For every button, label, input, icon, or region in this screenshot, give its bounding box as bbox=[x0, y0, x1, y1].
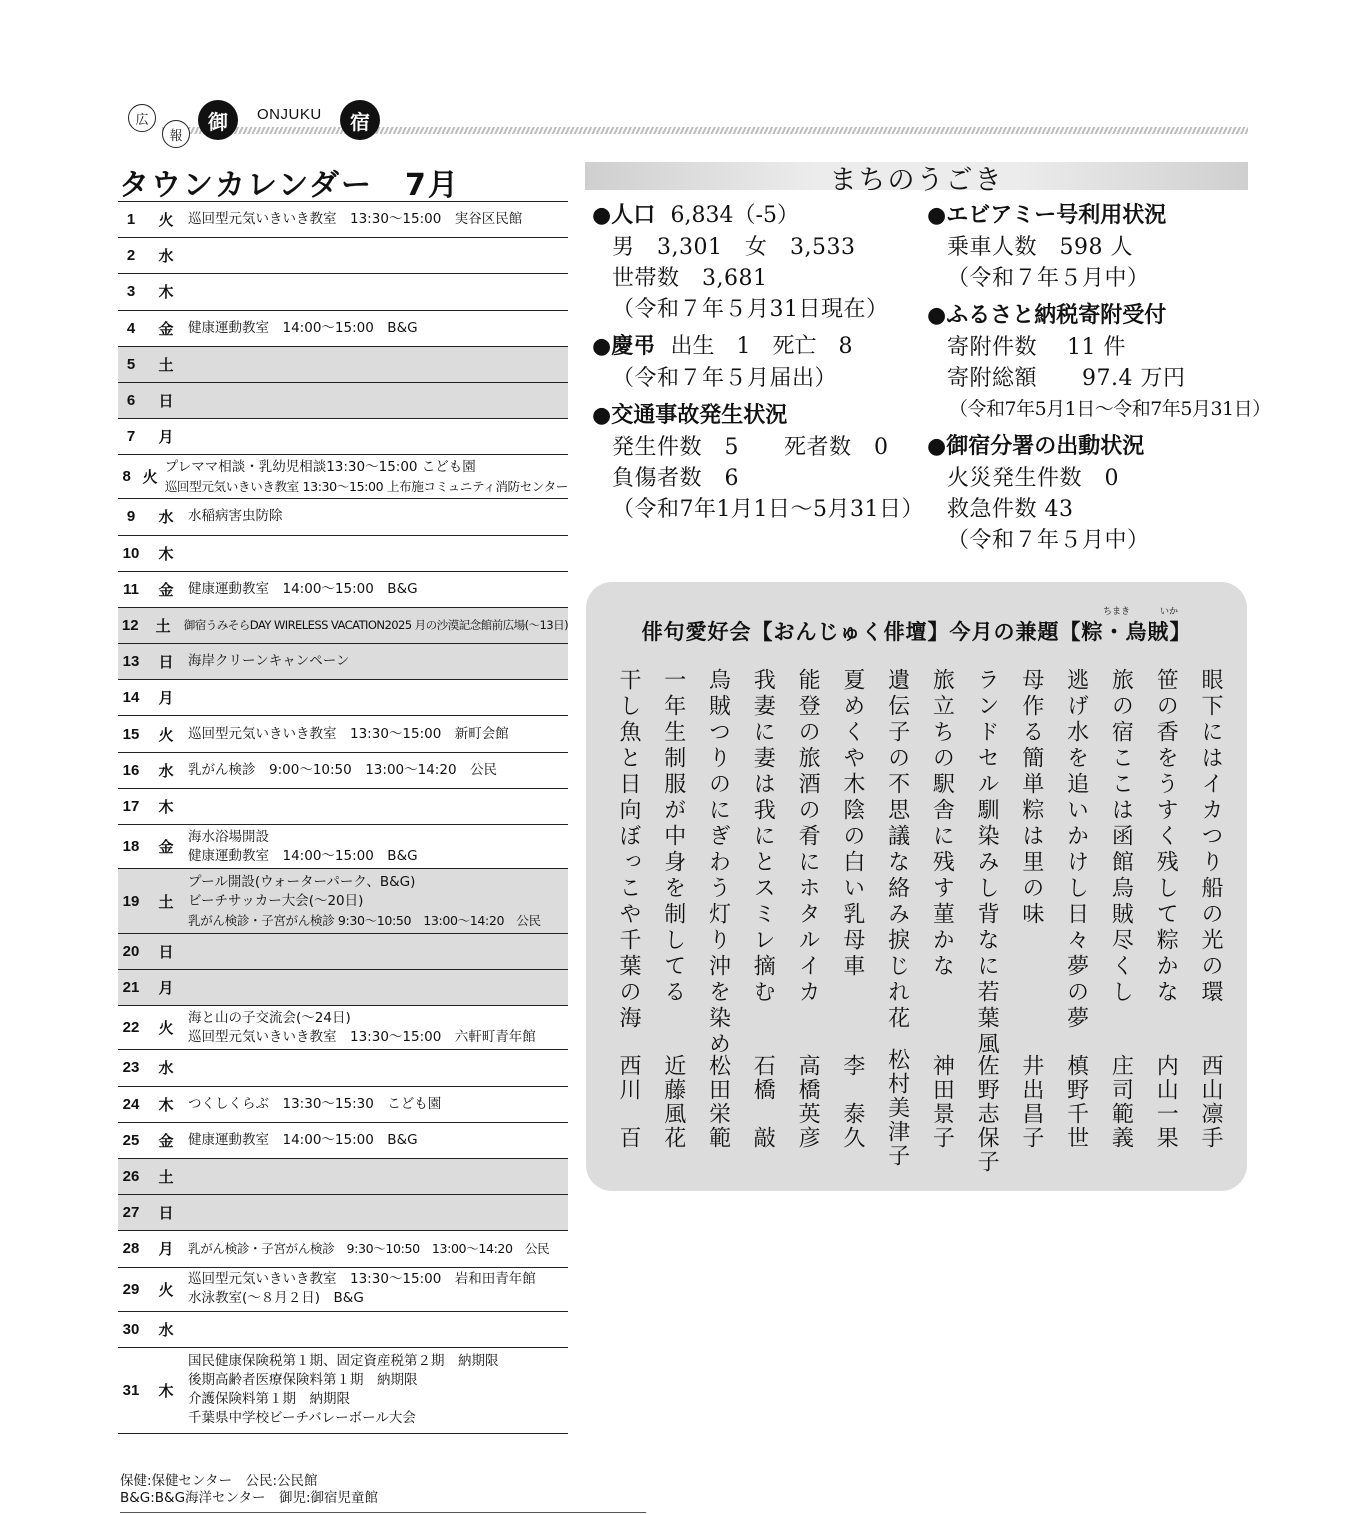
calendar-events bbox=[188, 1328, 568, 1330]
calendar-weekday: 土 bbox=[158, 892, 174, 911]
ruby-chimaki: ちまき bbox=[1103, 607, 1131, 617]
calendar-event: 健康運動教室 14:00～15:00 B&G bbox=[188, 580, 418, 597]
masthead bbox=[122, 96, 1248, 146]
calendar-events bbox=[188, 506, 568, 527]
haiku-column bbox=[742, 668, 782, 1168]
calendar-weekday: 木 bbox=[158, 797, 174, 816]
calendar-event: 乳がん検診 9:00～10:50 13:00～14:20 公民 bbox=[188, 761, 498, 778]
calendar-date: 12 bbox=[121, 616, 139, 634]
calendar-row bbox=[118, 825, 568, 869]
haiku-author: 近藤風花 bbox=[660, 1054, 686, 1150]
calendar-event: 後期高齢者医療保険料第１期 納期限 bbox=[188, 1372, 418, 1389]
calendar-date: 10 bbox=[122, 544, 140, 562]
town-stats-right bbox=[927, 200, 1271, 562]
calendar-date: 11 bbox=[123, 580, 139, 598]
calendar-date: 26 bbox=[122, 1168, 140, 1186]
haiku-poem: 旅立ちの駅舎に残す菫かな bbox=[929, 668, 955, 980]
calendar-events bbox=[188, 1008, 568, 1048]
calendar-date: 20 bbox=[122, 943, 140, 961]
calendar-events bbox=[188, 291, 568, 293]
haiku-column bbox=[832, 668, 872, 1168]
bus-line: 乗車人数 598 人 bbox=[947, 235, 1133, 260]
haiku-author: 高橋英彦 bbox=[795, 1054, 821, 1150]
calendar-events bbox=[188, 318, 568, 339]
keicho-line: （令和７年５月届出） bbox=[612, 366, 838, 391]
calendar-event: 巡回型元気いきいき教室 13:30～15:00 実谷区民館 bbox=[188, 211, 523, 228]
population-value: 6,834（-5） bbox=[670, 203, 799, 228]
haiku-author: 西山凛手 bbox=[1197, 1054, 1223, 1150]
fire-heading: ●御宿分署の出動状況 bbox=[927, 434, 1145, 459]
calendar-date: 9 bbox=[126, 508, 136, 526]
calendar-row bbox=[118, 311, 568, 347]
traffic-line: 発生件数 5 死者数 0 bbox=[612, 435, 889, 460]
furusato-line: 寄附総額 97.4 万円 bbox=[947, 366, 1186, 391]
calendar-row bbox=[118, 419, 568, 455]
calendar-weekday: 木 bbox=[158, 544, 174, 563]
calendar-events bbox=[188, 1238, 568, 1259]
calendar-weekday: 日 bbox=[158, 943, 174, 962]
calendar-row bbox=[118, 499, 568, 535]
haiku-author: 松田栄範 bbox=[705, 1054, 731, 1150]
haiku-column bbox=[877, 668, 917, 1168]
calendar-events bbox=[188, 1176, 568, 1178]
masthead-rule bbox=[162, 127, 1248, 134]
calendar-title: タウンカレンダー 7月 bbox=[119, 168, 460, 203]
haiku-column bbox=[1011, 668, 1051, 1168]
furusato-line: （令和7年5月1日～令和7年5月31日） bbox=[949, 398, 1271, 420]
calendar-row bbox=[118, 608, 568, 644]
calendar-weekday: 火 bbox=[158, 1280, 174, 1299]
calendar-events bbox=[188, 1130, 568, 1151]
calendar-date: 22 bbox=[122, 1019, 140, 1037]
calendar-events bbox=[188, 400, 568, 402]
calendar-event: 健康運動教室 14:00～15:00 B&G bbox=[188, 319, 418, 336]
calendar-row bbox=[118, 572, 568, 608]
calendar-date: 6 bbox=[126, 392, 136, 410]
calendar-weekday: 火 bbox=[142, 468, 158, 487]
calendar-event: 海岸クリーンキャンペーン bbox=[188, 653, 350, 670]
haiku-poem: 夏めくや木陰の白い乳母車 bbox=[839, 668, 865, 980]
ruby-ika: いか bbox=[1160, 607, 1179, 617]
calendar-row bbox=[118, 1231, 568, 1267]
calendar-date: 2 bbox=[126, 247, 136, 265]
haiku-poem: 笹の香をうすく残して粽かな bbox=[1153, 668, 1179, 1006]
bus-line: （令和７年５月中） bbox=[947, 266, 1150, 291]
calendar-weekday: 日 bbox=[158, 1204, 174, 1223]
calendar-row bbox=[118, 1195, 568, 1231]
masthead-juku-circle: 宿 bbox=[340, 100, 380, 140]
calendar-date: 15 bbox=[122, 725, 140, 743]
haiku-author: 井出昌子 bbox=[1018, 1054, 1044, 1150]
calendar-row bbox=[118, 1348, 568, 1434]
calendar-weekday: 水 bbox=[158, 1059, 174, 1078]
haiku-column bbox=[787, 668, 827, 1168]
keicho-value: 出生 1 死亡 8 bbox=[670, 334, 853, 359]
calendar-events bbox=[188, 552, 568, 554]
calendar-date: 31 bbox=[122, 1381, 140, 1399]
population-line: （令和７年５月31日現在） bbox=[612, 297, 889, 322]
calendar-events bbox=[188, 1212, 568, 1214]
calendar-event: 乳がん検診・子宮がん検診 9:30～10:50 13:00～14:20 公民 bbox=[188, 1241, 550, 1257]
calendar-weekday: 日 bbox=[158, 392, 174, 411]
calendar-event: 巡回型元気いきいき教室 13:30～15:00 岩和田青年館 bbox=[188, 1271, 536, 1287]
haiku-author: 石橋 敲 bbox=[750, 1054, 776, 1150]
fire-line: 救急件数 43 bbox=[947, 497, 1074, 522]
calendar-date: 19 bbox=[122, 892, 140, 910]
calendar-date: 27 bbox=[122, 1204, 140, 1222]
calendar-weekday: 日 bbox=[158, 653, 174, 672]
furusato-line: 寄附件数 11 件 bbox=[947, 335, 1126, 360]
haiku-poem: ランドセル馴染みし背なに若葉風 bbox=[974, 668, 1000, 1058]
calendar-legend bbox=[120, 1473, 378, 1507]
calendar-event: 水泳教室(～８月２日) B&G bbox=[188, 1290, 364, 1306]
calendar-events bbox=[188, 827, 568, 867]
calendar-date: 18 bbox=[122, 838, 140, 855]
traffic-line: 負傷者数 6 bbox=[612, 466, 739, 491]
haiku-author: 内山一果 bbox=[1153, 1054, 1179, 1150]
calendar-events bbox=[188, 209, 568, 230]
furusato-block bbox=[927, 300, 1271, 425]
haiku-author: 李 泰久 bbox=[839, 1054, 865, 1150]
calendar-row bbox=[118, 869, 568, 934]
calendar-weekday: 土 bbox=[155, 616, 171, 635]
calendar-date: 4 bbox=[126, 319, 136, 337]
fire-block bbox=[927, 431, 1271, 556]
calendar-row bbox=[118, 1268, 568, 1312]
calendar-date: 5 bbox=[126, 355, 136, 373]
calendar-events bbox=[188, 1269, 568, 1309]
legend-line: 保健:保健センター 公民:公民館 bbox=[120, 1473, 318, 1489]
calendar-event: 巡回型元気いきいき教室 13:30～15:00 上布施コミュニティ消防センター bbox=[164, 478, 568, 494]
haiku-author: 庄司範義 bbox=[1108, 1054, 1134, 1150]
calendar-weekday: 水 bbox=[158, 508, 174, 527]
legend-rule bbox=[120, 1512, 646, 1513]
calendar-event: 千葉県中学校ビーチバレーボール大会 bbox=[188, 1410, 416, 1427]
calendar-events bbox=[188, 697, 568, 699]
calendar-date: 3 bbox=[126, 283, 136, 301]
haiku-column bbox=[921, 668, 961, 1168]
calendar-event: 水稲病害虫防除 bbox=[188, 508, 283, 525]
calendar-date: 23 bbox=[122, 1059, 140, 1077]
calendar-weekday: 火 bbox=[158, 211, 174, 230]
haiku-poem: 烏賊つりのにぎわう灯り沖を染め bbox=[705, 668, 731, 1058]
haiku-grid bbox=[608, 668, 1230, 1174]
calendar-events bbox=[188, 987, 568, 989]
calendar-weekday: 金 bbox=[158, 319, 174, 338]
calendar-row bbox=[118, 1159, 568, 1195]
calendar-date: 29 bbox=[122, 1280, 140, 1298]
haiku-column bbox=[608, 668, 648, 1168]
calendar-row bbox=[118, 536, 568, 572]
calendar-event: つくしくらぶ 13:30～15:30 こども園 bbox=[188, 1095, 442, 1112]
haiku-poem: 干し魚と日向ぼっこや千葉の海 bbox=[616, 668, 641, 1032]
haiku-column bbox=[1056, 668, 1096, 1168]
calendar-date: 25 bbox=[122, 1131, 140, 1149]
calendar-events bbox=[188, 872, 568, 931]
calendar-events bbox=[188, 951, 568, 953]
calendar-events bbox=[184, 615, 568, 636]
calendar-row bbox=[118, 455, 568, 499]
calendar-weekday: 火 bbox=[158, 1019, 174, 1038]
haiku-column bbox=[1145, 668, 1185, 1168]
keicho-block bbox=[592, 331, 924, 394]
calendar-events bbox=[188, 1067, 568, 1069]
calendar-event: 海と山の子交流会(～24日) bbox=[188, 1009, 351, 1026]
calendar-events bbox=[188, 805, 568, 807]
calendar-event: プレママ相談・乳幼児相談13:30～15:00 こども園 bbox=[164, 458, 476, 475]
calendar-row bbox=[118, 1050, 568, 1086]
haiku-column bbox=[698, 668, 738, 1168]
calendar-weekday: 月 bbox=[158, 979, 174, 998]
calendar-weekday: 金 bbox=[158, 838, 174, 856]
calendar-event: 御宿うみそらDAY WIRELESS VACATION2025 月の沙漠記念館前広場(～13日) bbox=[183, 617, 568, 632]
calendar-weekday: 木 bbox=[158, 1095, 174, 1114]
legend-line: B&G:B&G海洋センター 御児:御宿児童館 bbox=[120, 1490, 379, 1506]
calendar-row bbox=[118, 716, 568, 752]
furusato-heading: ●ふるさと納税寄附受付 bbox=[927, 303, 1167, 328]
haiku-poem: 逃げ水を追いかけし日々夢の夢 bbox=[1063, 668, 1089, 1032]
calendar-event: 国民健康保険税第１期、固定資産税第２期 納期限 bbox=[188, 1353, 499, 1370]
calendar-row bbox=[118, 644, 568, 680]
calendar-event: 介護保険料第１期 納期限 bbox=[188, 1391, 350, 1408]
calendar-row bbox=[118, 274, 568, 310]
calendar-events bbox=[188, 760, 568, 781]
calendar-row bbox=[118, 934, 568, 970]
calendar-events bbox=[188, 436, 568, 438]
masthead-kou-circle: 広 bbox=[128, 104, 156, 132]
calendar-row bbox=[118, 1312, 568, 1348]
masthead-romaji: ONJUKU bbox=[254, 106, 325, 123]
calendar-row bbox=[118, 1087, 568, 1123]
traffic-heading: ●交通事故発生状況 bbox=[592, 403, 788, 428]
calendar-weekday: 月 bbox=[158, 1240, 174, 1259]
haiku-author: 槙野千世 bbox=[1063, 1054, 1089, 1150]
calendar-date: 16 bbox=[122, 761, 140, 779]
calendar-weekday: 金 bbox=[158, 580, 174, 599]
haiku-poem: 母作る簡単粽は里の味 bbox=[1018, 668, 1044, 928]
calendar-weekday: 土 bbox=[158, 1168, 174, 1187]
haiku-author: 松村美津子 bbox=[884, 1048, 910, 1168]
calendar-weekday: 木 bbox=[158, 283, 174, 302]
haiku-author: 神田景子 bbox=[929, 1054, 955, 1150]
fire-line: （令和７年５月中） bbox=[947, 528, 1150, 553]
population-line: 世帯数 3,681 bbox=[612, 266, 768, 291]
calendar-events bbox=[188, 579, 568, 600]
calendar-date: 24 bbox=[122, 1095, 140, 1113]
calendar-events bbox=[188, 1351, 568, 1429]
calendar-row bbox=[118, 347, 568, 383]
calendar-weekday: 水 bbox=[158, 247, 174, 266]
bus-heading: ●エビアミー号利用状況 bbox=[927, 203, 1167, 228]
haiku-box bbox=[586, 582, 1247, 1191]
haiku-author: 西川 百 bbox=[616, 1054, 641, 1150]
calendar-weekday: 水 bbox=[158, 1320, 174, 1339]
calendar-date: 30 bbox=[122, 1320, 140, 1338]
calendar-events bbox=[165, 457, 568, 497]
calendar-weekday: 月 bbox=[158, 428, 174, 447]
haiku-poem: 遺伝子の不思議な絡み捩じれ花 bbox=[884, 668, 910, 1032]
calendar-event: プール開設(ウォーターパーク、B&G) bbox=[188, 873, 416, 890]
calendar-event: 乳がん検診・子宮がん検診 9:30～10:50 13:00～14:20 公民 bbox=[188, 912, 541, 928]
calendar-weekday: 月 bbox=[158, 689, 174, 708]
calendar-weekday: 水 bbox=[158, 761, 174, 780]
traffic-line: （令和7年1月1日～5月31日） bbox=[612, 497, 924, 522]
haiku-column bbox=[966, 668, 1006, 1174]
calendar-event: 巡回型元気いきいき教室 13:30～15:00 新町会館 bbox=[188, 725, 509, 742]
calendar-weekday: 木 bbox=[158, 1381, 174, 1400]
calendar-event: 海水浴場開設 bbox=[188, 828, 269, 845]
traffic-block bbox=[592, 400, 924, 525]
haiku-poem: 眼下にはイカつり船の光の環 bbox=[1197, 668, 1223, 1006]
town-calendar bbox=[118, 201, 568, 1434]
calendar-row bbox=[118, 1123, 568, 1159]
haiku-column bbox=[1100, 668, 1140, 1168]
town-section-header bbox=[585, 162, 1248, 196]
calendar-weekday: 火 bbox=[158, 725, 174, 744]
calendar-row bbox=[118, 383, 568, 419]
town-stats-left bbox=[592, 200, 924, 531]
calendar-date: 17 bbox=[122, 797, 140, 815]
calendar-date: 14 bbox=[122, 689, 140, 707]
population-heading: ●人口 bbox=[592, 203, 656, 228]
keicho-heading: ●慶弔 bbox=[592, 334, 656, 359]
calendar-row bbox=[118, 680, 568, 716]
haiku-poem: 一年生制服が中身を制してる bbox=[660, 668, 686, 1006]
calendar-date: 1 bbox=[126, 211, 136, 229]
calendar-events bbox=[188, 651, 568, 672]
bus-block bbox=[927, 200, 1271, 294]
haiku-column bbox=[653, 668, 693, 1168]
calendar-weekday: 土 bbox=[158, 355, 174, 374]
population-line: 男 3,301 女 3,533 bbox=[612, 235, 856, 260]
town-section-title: まちのうごき bbox=[829, 165, 1004, 196]
calendar-date: 8 bbox=[122, 468, 131, 486]
fire-line: 火災発生件数 0 bbox=[947, 466, 1119, 491]
calendar-date: 28 bbox=[122, 1240, 140, 1258]
haiku-poem: 能登の旅酒の肴にホタルイカ bbox=[795, 668, 821, 1006]
calendar-row bbox=[118, 970, 568, 1006]
calendar-events bbox=[188, 1094, 568, 1115]
calendar-row bbox=[118, 202, 568, 238]
haiku-author: 佐野志保子 bbox=[974, 1054, 1000, 1174]
population-block bbox=[592, 200, 924, 325]
masthead-hou-circle: 報 bbox=[162, 120, 190, 148]
calendar-row bbox=[118, 789, 568, 825]
calendar-date: 21 bbox=[122, 979, 140, 997]
calendar-row bbox=[118, 1006, 568, 1050]
calendar-row bbox=[118, 753, 568, 789]
calendar-event: 健康運動教室 14:00～15:00 B&G bbox=[188, 1131, 418, 1148]
haiku-poem: 我妻に妻は我にとスミレ摘む bbox=[750, 668, 776, 1006]
calendar-events bbox=[188, 255, 568, 257]
haiku-title: 俳句愛好会【おんじゅく俳壇】今月の兼題【粽・烏賊】 bbox=[641, 620, 1192, 644]
calendar-event: 巡回型元気いきいき教室 13:30～15:00 六軒町青年館 bbox=[188, 1028, 536, 1045]
calendar-event: 健康運動教室 14:00～15:00 B&G bbox=[188, 847, 418, 864]
calendar-events bbox=[188, 363, 568, 365]
calendar-events bbox=[188, 724, 568, 745]
calendar-date: 7 bbox=[126, 428, 136, 446]
calendar-weekday: 金 bbox=[158, 1131, 174, 1150]
masthead-on-circle: 御 bbox=[198, 100, 238, 140]
calendar-event: ビーチサッカー大会(～20日) bbox=[188, 892, 364, 909]
haiku-column bbox=[1190, 668, 1230, 1168]
calendar-row bbox=[118, 238, 568, 274]
haiku-poem: 旅の宿ここは函館烏賊尽くし bbox=[1108, 668, 1134, 1006]
calendar-date: 13 bbox=[122, 653, 140, 671]
